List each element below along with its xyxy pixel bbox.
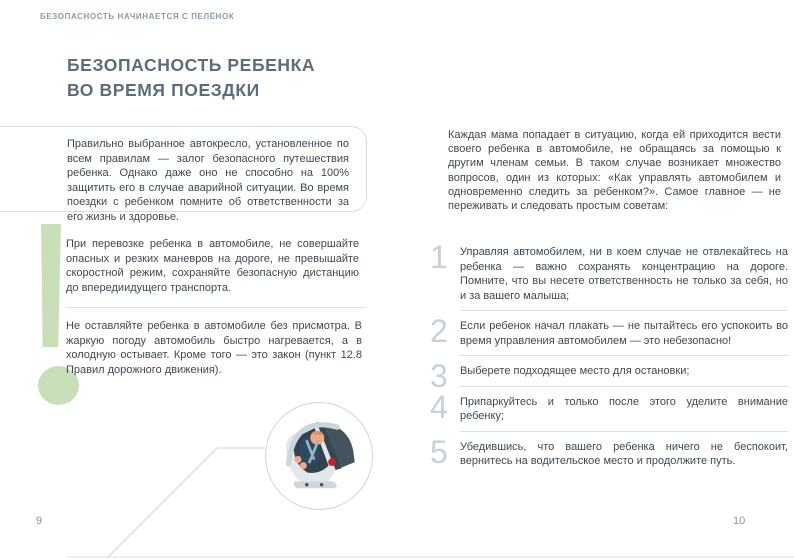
tip-text: Если ребенок начал плакать — не пытайтесь его успокоить во время управления автомобилем — это небезопасно! <box>460 320 788 347</box>
tip-divider <box>460 431 788 432</box>
intro-bubble-text: Правильно выбранное автокресло, установленное по всем правилам — залог безопасного путешествия ребенка. Однако даже оно не способно на 100% защитить его в случае аварийной ситуации. Во время поездки с ребенком помните об ответственности за его жизнь и здоровье. <box>67 138 349 223</box>
tip-text: Припаркуйтесь и только после этого уделите внимание ребенку; <box>460 395 788 422</box>
page-title-line2: ВО ВРЕМЯ ПОЕЗДКИ <box>67 80 260 100</box>
baby-car-seat-icon <box>271 408 367 504</box>
tip-item-4 <box>430 388 788 425</box>
tip-item-2 <box>430 313 788 349</box>
tip-item-3 <box>430 358 788 394</box>
left-paragraph-unattended: Не оставляйте ребенка в автомобиле без присмотра. В жаркую погоду автомобиль быстро нагревается, а в холодную остывает. Кроме того — это закон (пункт 12.8 Правил дорожного движения). <box>66 320 362 376</box>
right-intro-paragraph: Каждая мама попадает в ситуацию, когда ей приходится вести своего ребенка в автомобиле, не обращаясь за помощью к другим членам семьи. В таком случае возникает множество вопросов, один из которых: «Как управлять автомобилем и одновременно следить за ребенком?». Самое главное — не переживать и следовать простым советам: <box>448 129 781 213</box>
tip-divider <box>460 310 788 311</box>
page-title-line1: БЕЗОПАСНОСТЬ РЕБЕНКА <box>67 55 316 75</box>
tip-text: Управляя автомобилем, ни в коем случае не отвлекайтесь на ребенка — важно сохранять концентрацию на дороге. Помните, что вы несете ответственность не только за себя, но и за вашего малыша; <box>460 246 788 302</box>
page-number-left: 9 <box>36 515 43 527</box>
tip-text: Убедившись, что вашего ребенка ничего не беспокоит, вернитесь на водительское место и продолжите путь. <box>460 440 788 467</box>
illustration-circle-frame <box>265 402 373 510</box>
tip-number: 5 <box>430 433 448 470</box>
tip-number: 1 <box>430 239 448 275</box>
tip-item-5 <box>430 433 788 470</box>
intro-speech-bubble <box>0 126 367 223</box>
tip-text: Выберете подходящее место для остановки; <box>460 365 690 377</box>
tip-divider <box>460 355 788 356</box>
booklet-header-label: БЕЗОПАСНОСТЬ НАЧИНАЕТСЯ С ПЕЛЁНОК <box>40 12 235 21</box>
exclamation-mark-icon <box>41 224 61 347</box>
left-paragraph-driving: При перевозке ребенка в автомобиле, не совершайте опасных и резких маневров на дороге, не превышайте скоростной режим, сохраняйте безопасную дистанцию до впередиидущего транспорта. <box>66 238 359 294</box>
tips-list <box>430 239 788 470</box>
tip-divider <box>460 386 788 387</box>
tip-number: 4 <box>430 388 448 425</box>
tip-item-1 <box>430 239 788 303</box>
page-title <box>67 53 315 103</box>
left-paragraph-divider <box>66 307 366 308</box>
page-number-right: 10 <box>733 515 746 527</box>
tip-number: 2 <box>430 313 448 349</box>
tip-number: 3 <box>430 358 448 394</box>
